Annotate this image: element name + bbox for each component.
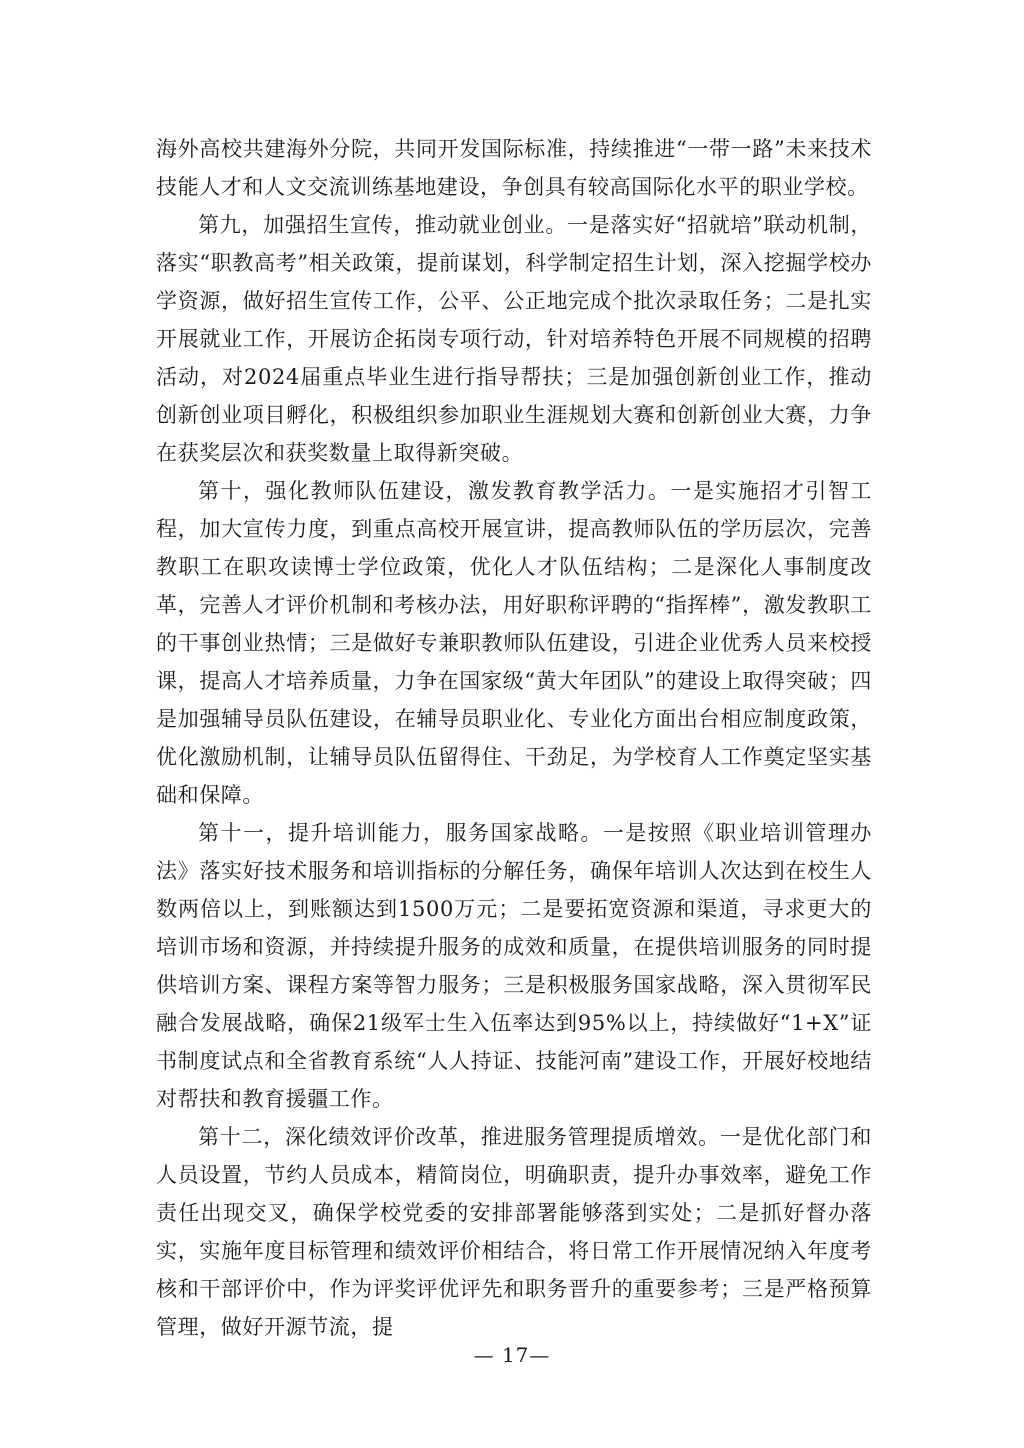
paragraph-item-11: 第十一，提升培训能力，服务国家战略。一是按照《职业培训管理办法》落实好技术服务和培训指标的分解任务，确保年培训人次达到在校生人数两倍以上，到账额达到1500万元；二是要拓宽资源和渠道，寻求更大的培训市场和资源，并持续提升服务的成效和质量，在提供培训服务的同时提供培训方案、课程方案等智力服务；三是积极服务国家战略，深入贯彻军民融合发展战略，确保21级军士生入伍率达到95%以上，持续做好“1+X”证书制度试点和全省教育系统“人人持证、技能河南”建设工作，开展好校地结对帮扶和教育援疆工作。 — [156, 821, 872, 1111]
paragraph-item-10: 第十，强化教师队伍建设，激发教育教学活力。一是实施招才引智工程，加大宣传力度，到重点高校开展宣讲，提高教师队伍的学历层次，完善教职工在职攻读博士学位政策，优化人才队伍结构；二是深化人事制度改革，完善人才评价机制和考核办法，用好职称评聘的“指挥棒”，激发教职工的干事创业热情；三是做好专兼职教师队伍建设，引进企业优秀人员来校授课，提高人才培养质量，力争在国家级“黄大年团队”的建设上取得突破；四是加强辅导员队伍建设，在辅导员职业化、专业化方面出台相应制度政策，优化激励机制，让辅导员队伍留得住、干劲足，为学校育人工作奠定坚实基础和保障。 — [156, 479, 872, 807]
paragraph-item-9: 第九，加强招生宣传，推动就业创业。一是落实好“招就培”联动机制，落实“职教高考”相关政策，提前谋划，科学制定招生计划，深入挖掘学校办学资源，做好招生宣传工作，公平、公正地完成个批次录取任务；二是扎实开展就业工作，开展访企拓岗专项行动，针对培养特色开展不同规模的招聘活动，对2024届重点毕业生进行指导帮扶；三是加强创新创业工作，推动创新创业项目孵化，积极组织参加职业生涯规划大赛和创新创业大赛，力争在获奖层次和获奖数量上取得新突破。 — [156, 213, 872, 465]
document-body — [156, 130, 872, 1346]
page-number: — 17— — [473, 1343, 551, 1367]
paragraph-continuation: 海外高校共建海外分院，共同开发国际标准，持续推进“一带一路”未来技术技能人才和人文交流训练基地建设，争创具有较高国际化水平的职业学校。 — [156, 137, 872, 199]
paragraph-item-12: 第十二，深化绩效评价改革，推进服务管理提质增效。一是优化部门和人员设置，节约人员成本，精简岗位，明确职责，提升办事效率，避免工作责任出现交叉，确保学校党委的安排部署能够落到实处；二是抓好督办落实，实施年度目标管理和绩效评价相结合，将日常工作开展情况纳入年度考核和干部评价中，作为评奖评优评先和职务晋升的重要参考；三是严格预算管理，做好开源节流，提 — [156, 1125, 872, 1339]
